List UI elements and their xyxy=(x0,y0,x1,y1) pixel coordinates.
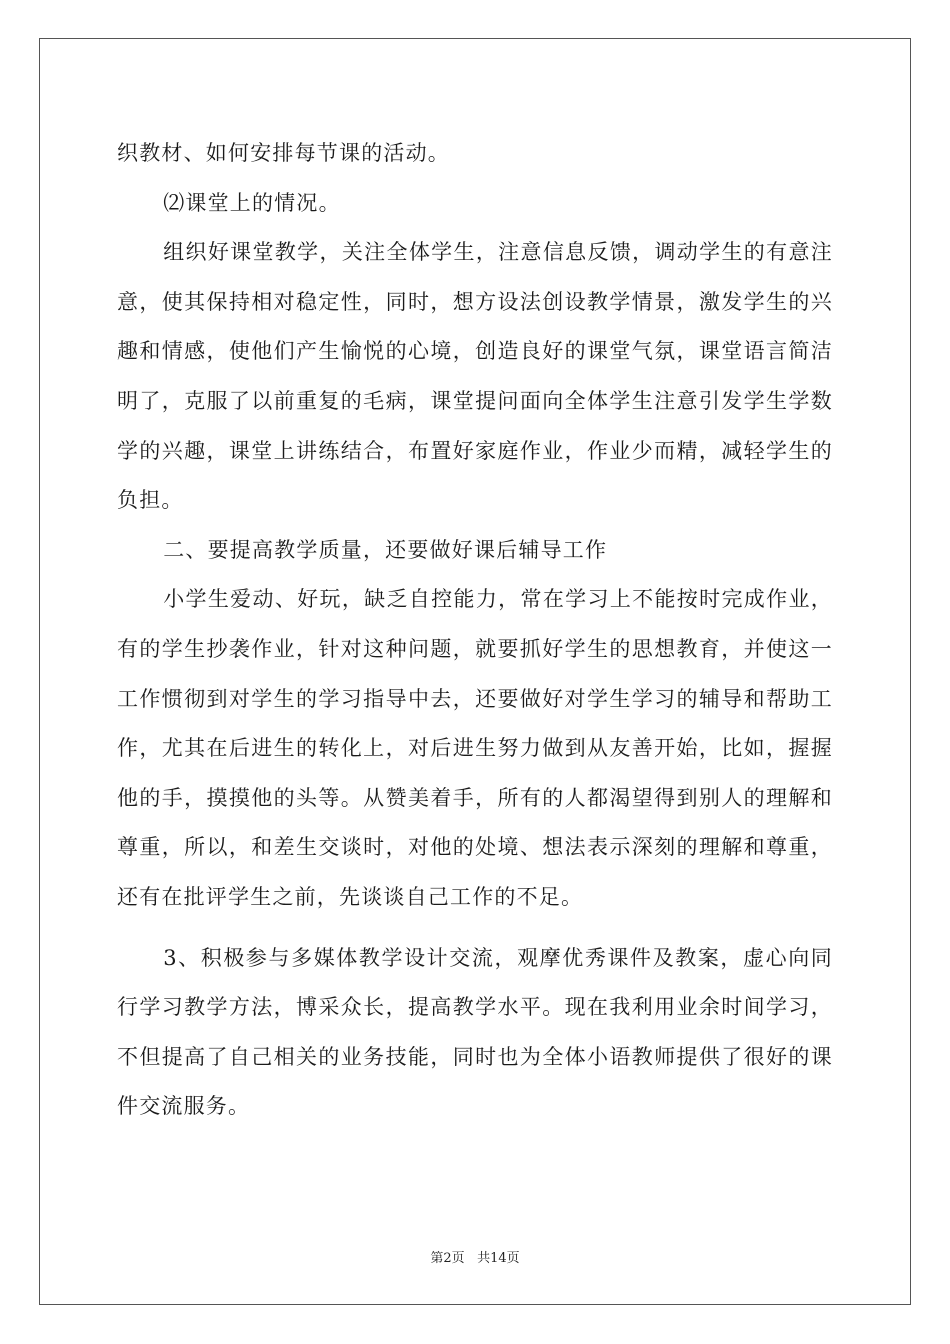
paragraph-subheading: ⑵课堂上的情况。 xyxy=(163,190,341,215)
paragraph-continuation: 织教材、如何安排每节课的活动。 xyxy=(117,141,450,165)
section-heading: 二、要提高教学质量，还要做好课后辅导工作 xyxy=(163,537,608,562)
page-number: 第2页 xyxy=(430,1251,465,1266)
document-body xyxy=(117,129,833,1132)
page-footer xyxy=(0,1247,950,1266)
page-total: 共14页 xyxy=(477,1251,520,1266)
paragraph-multimedia: 3、积极参与多媒体教学设计交流，观摩优秀课件及教案，虚心向同行学习教学方法，博采众长，提高教学水平。现在我利用业余时间学习，不但提高了自己相关的业务技能，同时也为全体小语教师提供了很好的课件交流服务。 xyxy=(117,945,833,1119)
paragraph-tutoring: 小学生爱动、好玩，缺乏自控能力，常在学习上不能按时完成作业，有的学生抄袭作业，针对这种问题，就要抓好学生的思想教育，并使这一工作惯彻到对学生的学习指导中去，还要做好对学生学习的辅导和帮助工作，尤其在后进生的转化上，对后进生努力做到从友善开始，比如，握握他的手，摸摸他的头等。从赞美着手，所有的人都渴望得到别人的理解和尊重，所以，和差生交谈时，对他的处境、想法表示深刻的理解和尊重，还有在批评学生之前，先谈谈自己工作的不足。 xyxy=(117,587,833,909)
paragraph-classroom: 组织好课堂教学，关注全体学生，注意信息反馈，调动学生的有意注意，使其保持相对稳定性，同时，想方设法创设教学情景，激发学生的兴趣和情感，使他们产生愉悦的心境，创造良好的课堂气氛，课堂语言简洁明了，克服了以前重复的毛病，课堂提问面向全体学生注意引发学生学数学的兴趣，课堂上讲练结合，布置好家庭作业，作业少而精，减轻学生的负担。 xyxy=(117,240,833,513)
